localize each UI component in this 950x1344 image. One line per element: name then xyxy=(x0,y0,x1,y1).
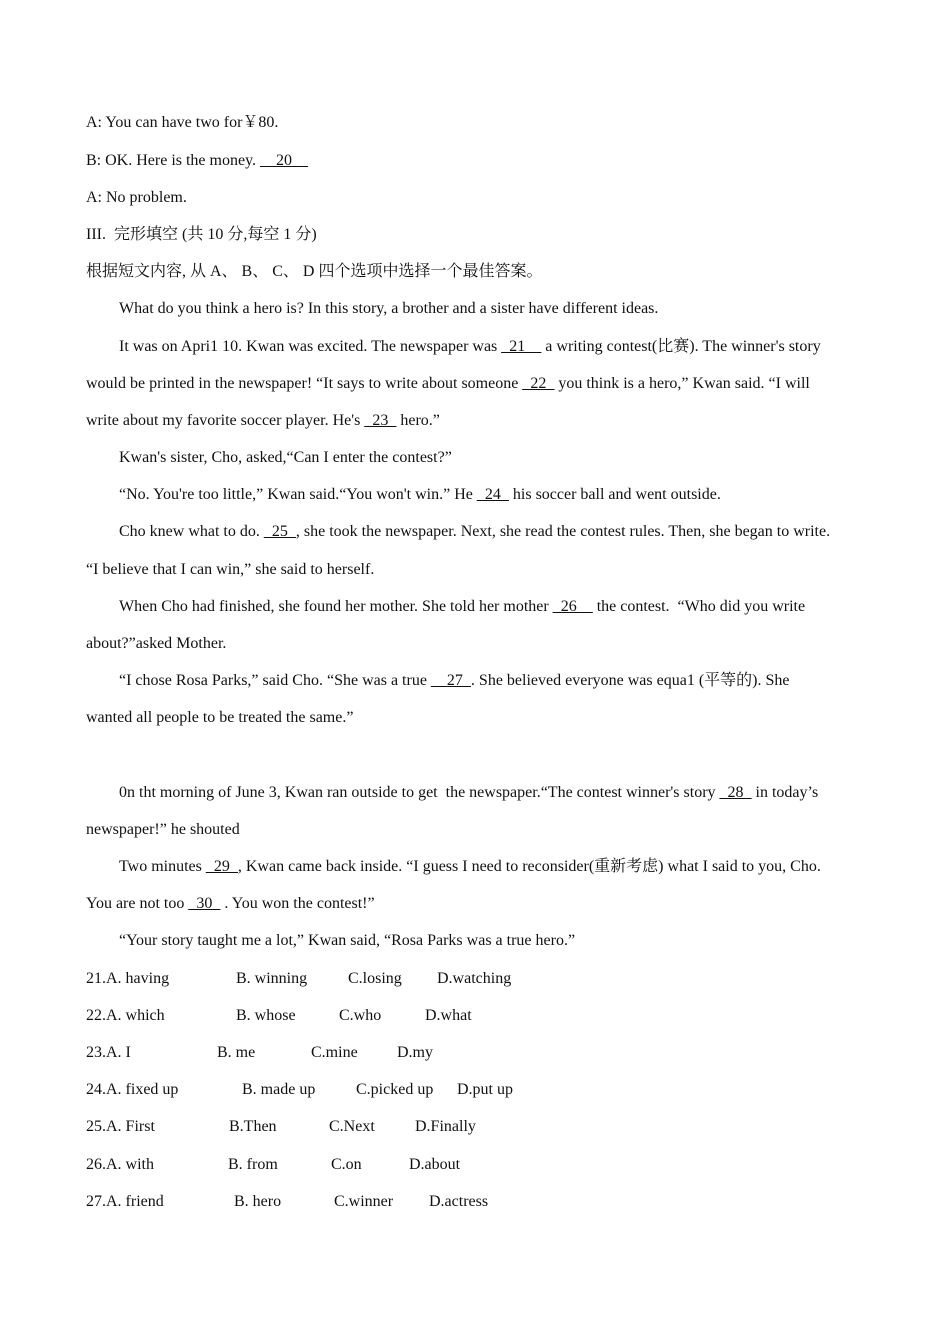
answer-option: D.Finally xyxy=(415,1118,476,1135)
question-row xyxy=(86,1192,646,1212)
question-row xyxy=(86,1043,646,1063)
answer-option: 22.A. which xyxy=(86,1007,165,1024)
passage-line: Cho knew what to do. _25_, she took the newspaper. Next, she read the contest rules. Then, she began to write. xyxy=(119,523,831,540)
answer-blank: _22_ xyxy=(522,375,555,392)
answer-option: B. whose xyxy=(236,1007,296,1024)
passage-line: When Cho had finished, she found her mother. She told her mother _26__ the contest. “Who did you write xyxy=(119,598,806,615)
passage-line: write about my favorite soccer player. He's _23_ hero.” xyxy=(86,412,440,429)
answer-option: 25.A. First xyxy=(86,1118,155,1135)
answer-option: B. winning xyxy=(236,970,308,987)
dialogue-line: B: OK. Here is the money. __20__ xyxy=(86,152,309,169)
answer-option: B.Then xyxy=(229,1118,277,1135)
answer-option: B. from xyxy=(228,1156,278,1173)
answer-blank: _30_ xyxy=(188,895,221,912)
answer-blank: __27_ xyxy=(430,672,471,689)
answer-option: 26.A. with xyxy=(86,1156,154,1173)
question-row xyxy=(86,969,646,989)
section-heading: III. 完形填空 (共 10 分,每空 1 分) xyxy=(86,226,317,243)
answer-option: C.on xyxy=(331,1156,362,1173)
question-row xyxy=(86,1006,646,1026)
answer-option: D.put up xyxy=(457,1081,513,1098)
passage-line: It was on Apri1 10. Kwan was excited. The newspaper was _21__ a writing contest(比赛). The winner's story xyxy=(119,338,821,355)
passage-line: newspaper!” he shouted xyxy=(86,821,240,838)
passage-line: What do you think a hero is? In this story, a brother and a sister have different ideas. xyxy=(119,300,659,317)
passage-line: 0n tht morning of June 3, Kwan ran outside to get the newspaper.“The contest winner's story _28_ in today’s xyxy=(119,784,819,801)
dialogue-line: A: You can have two for￥80. xyxy=(86,114,279,131)
passage-line: “I chose Rosa Parks,” said Cho. “She was a true __27_. She believed everyone was equa1 (平等的). She xyxy=(119,672,790,689)
answer-blank: _21__ xyxy=(501,338,542,355)
answer-option: C.picked up xyxy=(356,1081,434,1098)
passage-line: Kwan's sister, Cho, asked,“Can I enter the contest?” xyxy=(119,449,452,466)
answer-option: D.what xyxy=(425,1007,472,1024)
passage-line: Two minutes _29_, Kwan came back inside. “I guess I need to reconsider(重新考虑) what I said to you, Cho. xyxy=(119,858,821,875)
answer-blank: _26__ xyxy=(552,598,593,615)
dialogue-line: A: No problem. xyxy=(86,189,187,206)
answer-option: D.watching xyxy=(437,970,512,987)
answer-blank: _28_ xyxy=(719,784,752,801)
answer-blank: _24_ xyxy=(476,486,509,503)
passage-line: would be printed in the newspaper! “It says to write about someone _22_ you think is a hero,” Kwan said. “I will xyxy=(86,375,810,392)
passage-line: wanted all people to be treated the same.” xyxy=(86,709,354,726)
answer-option: C.losing xyxy=(348,970,402,987)
answer-option: 23.A. I xyxy=(86,1044,131,1061)
answer-blank: _25_ xyxy=(263,523,296,540)
passage-line: “Your story taught me a lot,” Kwan said, “Rosa Parks was a true hero.” xyxy=(119,932,576,949)
answer-option: B. made up xyxy=(242,1081,316,1098)
answer-option: C.who xyxy=(339,1007,382,1024)
section-instruction: 根据短文内容, 从 A、 B、 C、 D 四个选项中选择一个最佳答案。 xyxy=(86,263,543,280)
question-row xyxy=(86,1080,646,1100)
answer-blank-20: __20__ xyxy=(260,152,309,169)
answer-option: C.Next xyxy=(329,1118,375,1135)
question-row xyxy=(86,1117,646,1137)
answer-option: 21.A. having xyxy=(86,970,170,987)
passage-line: about?”asked Mother. xyxy=(86,635,227,652)
answer-blank: _29_ xyxy=(205,858,238,875)
question-row xyxy=(86,1155,646,1175)
answer-option: D.about xyxy=(409,1156,461,1173)
answer-option: D.actress xyxy=(429,1193,489,1210)
answer-option: B. me xyxy=(217,1044,256,1061)
passage-line: “I believe that I can win,” she said to herself. xyxy=(86,561,375,578)
answer-blank: _23_ xyxy=(364,412,397,429)
answer-option: C.mine xyxy=(311,1044,358,1061)
answer-option: D.my xyxy=(397,1044,433,1061)
answer-option: C.winner xyxy=(334,1193,394,1210)
passage-line: You are not too _30_ . You won the contest!” xyxy=(86,895,375,912)
answer-option: 27.A. friend xyxy=(86,1193,164,1210)
answer-option: B. hero xyxy=(234,1193,282,1210)
passage-line: “No. You're too little,” Kwan said.“You won't win.” He _24_ his soccer ball and went outside. xyxy=(119,486,721,503)
answer-option: 24.A. fixed up xyxy=(86,1081,179,1098)
